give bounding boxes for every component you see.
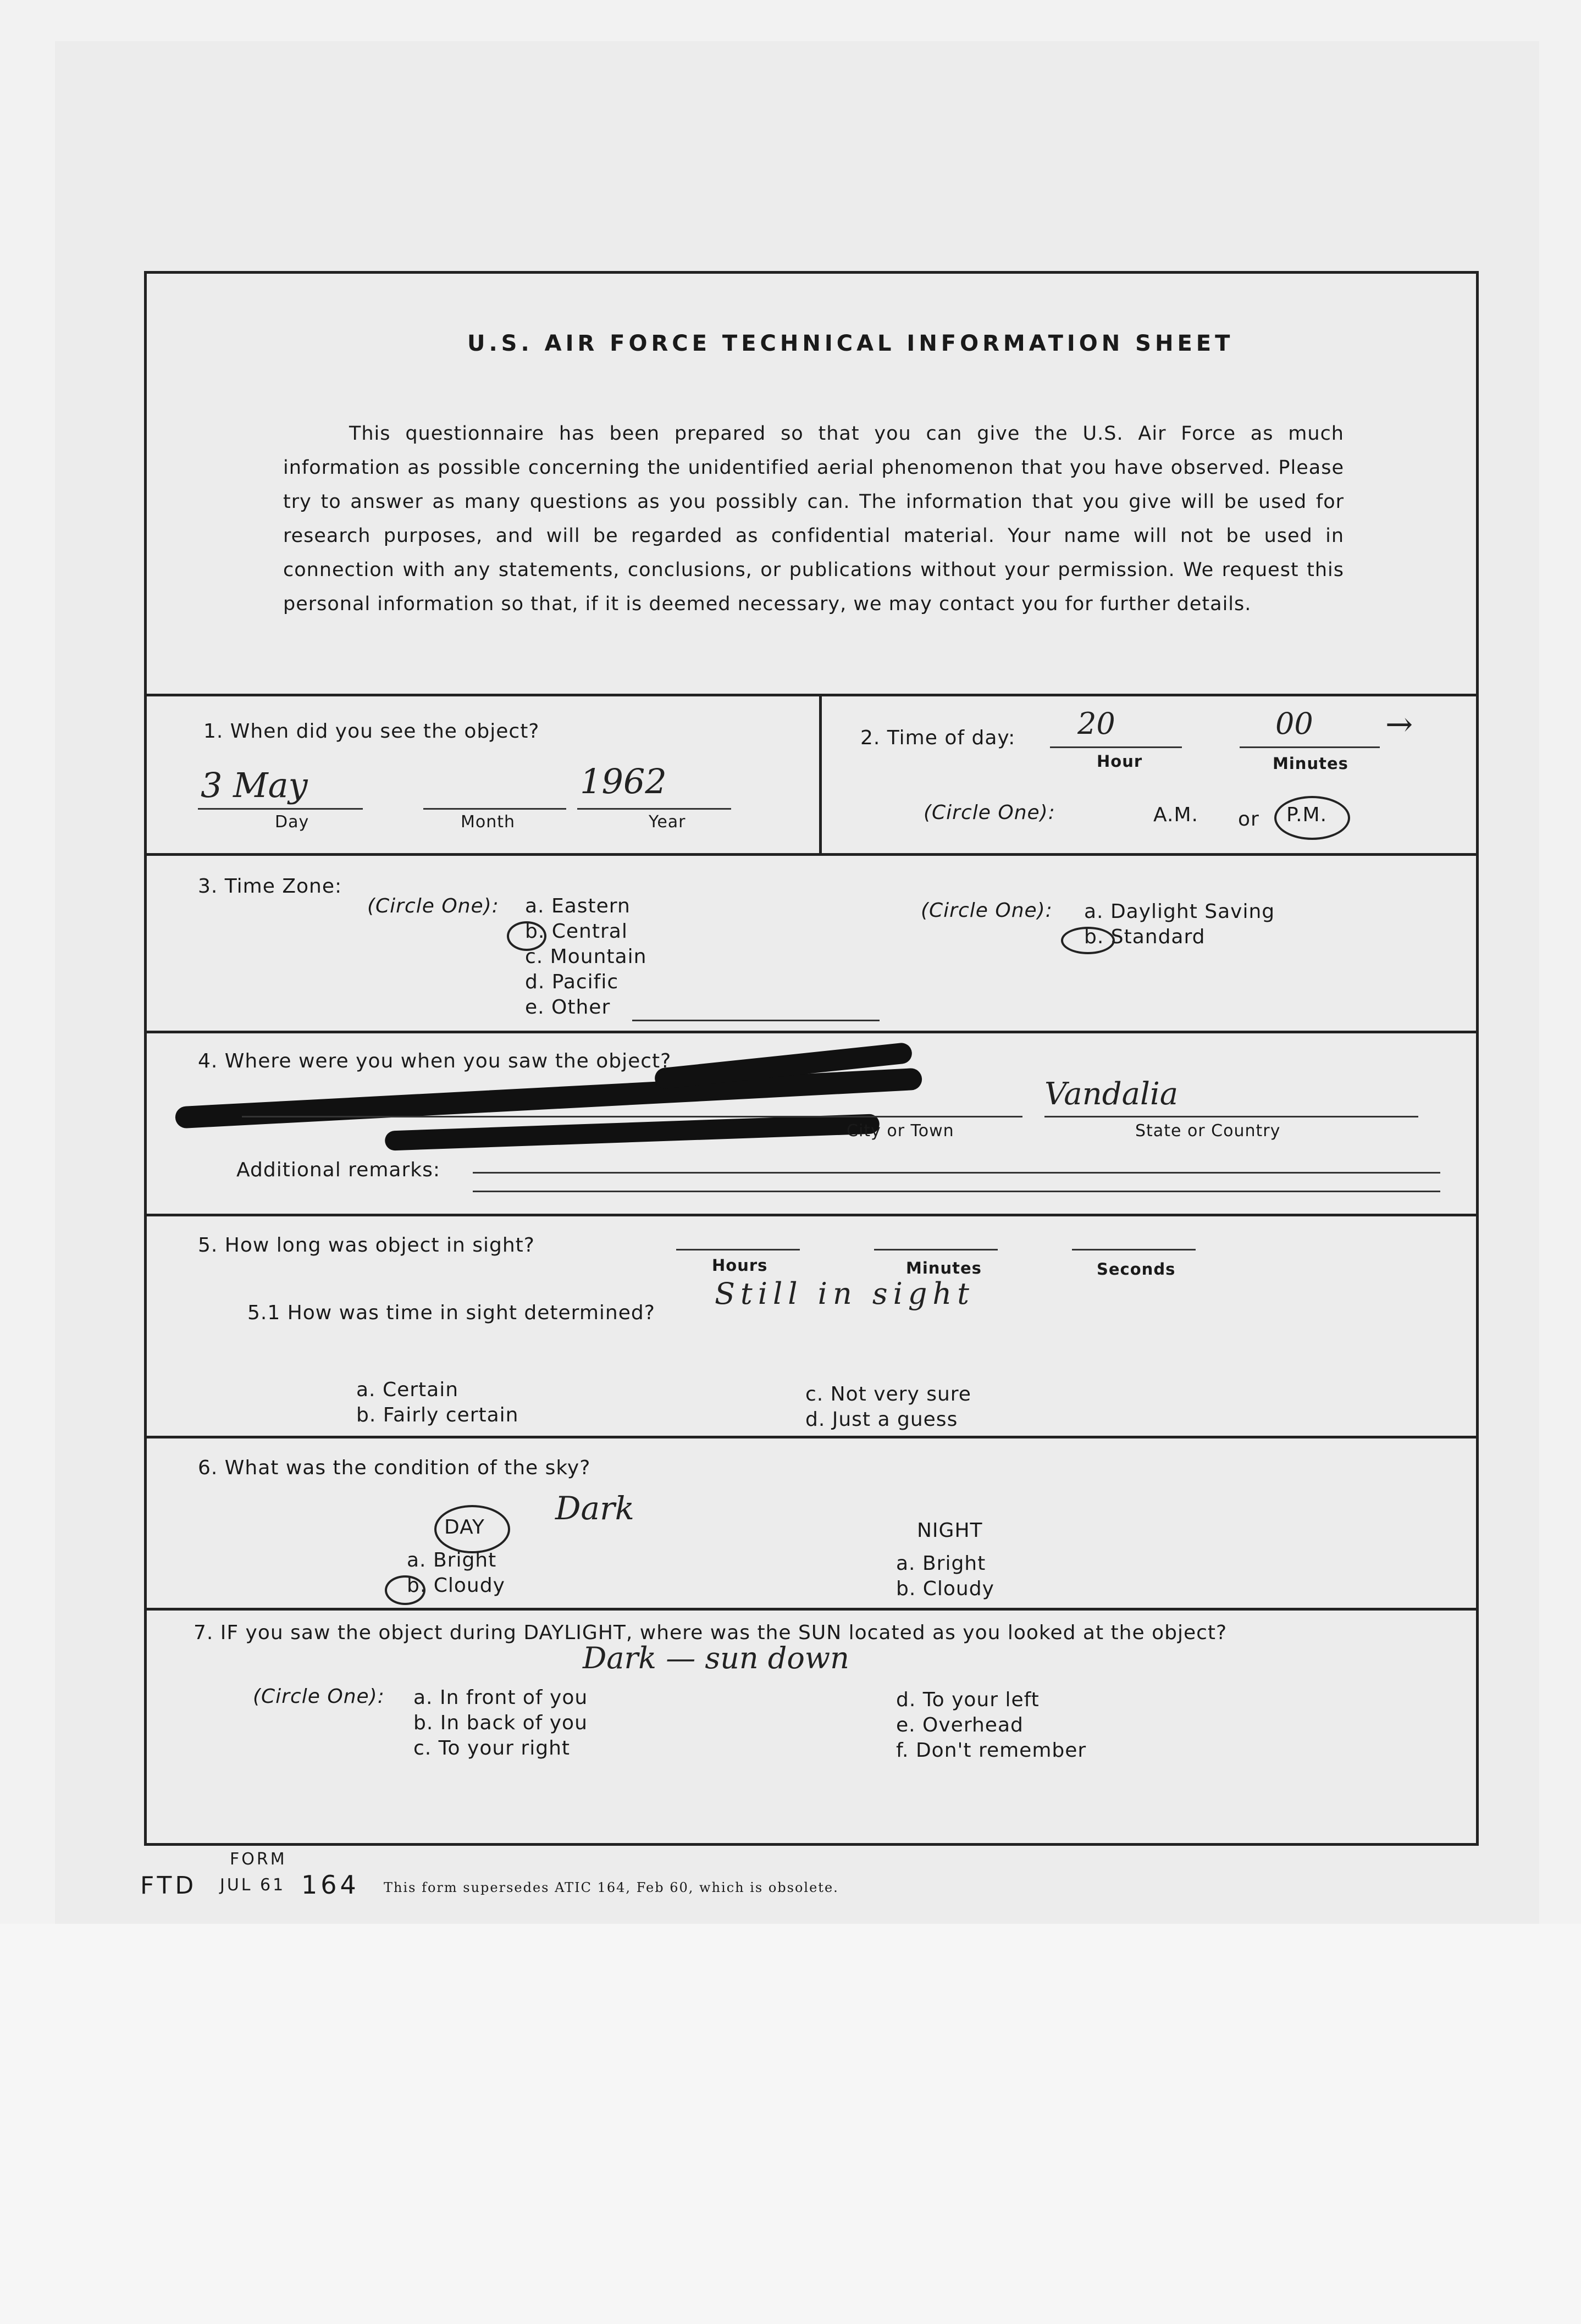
q4-question: 4. Where were you when you saw the object? (198, 1050, 672, 1072)
q3-option-b[interactable]: b. Central (525, 920, 628, 943)
q5-sub-value: Still in sight (715, 1276, 975, 1311)
q5-option-b[interactable]: b. Fairly certain (356, 1404, 519, 1426)
q6-day-circle-mark (434, 1505, 510, 1553)
q1-question: 1. When did you see the object? (203, 720, 540, 743)
q7-note: Dark — sun down (583, 1641, 849, 1675)
divider-q5 (144, 1436, 1479, 1438)
intro-paragraph: This questionnaire has been prepared so that you can give the U.S. Air Force as much information as possible concerning the unidentified aerial phenomenon that you have observed. Please try to answer as many questions as you possibly can. The information that you give will be used for research purposes, and will be regarded as confidential material. Your name will not be used in connection with any statements, conclusions, or publications without your permission. We request this personal information so that, if it is deemed necessary, we may contact you for further details. (283, 423, 1344, 615)
divider-q4 (144, 1214, 1479, 1216)
lower-margin (0, 1924, 1581, 2324)
q5-minutes-label: Minutes (906, 1259, 982, 1277)
footer-form-word: FORM (230, 1850, 287, 1869)
q4-city-label: City or Town (847, 1121, 954, 1141)
footer-ftd: FTD (140, 1872, 197, 1900)
q7-circle-one: (Circle One): (253, 1685, 385, 1708)
q5-question: 5. How long was object in sight? (198, 1234, 535, 1257)
q3-other-line (632, 1020, 880, 1021)
q2-circle-one: (Circle One): (924, 801, 1055, 824)
q2-question: 2. Time of day: (860, 727, 1016, 749)
q2-am-option[interactable]: A.M. (1153, 804, 1198, 826)
q3-option-c[interactable]: c. Mountain (525, 945, 647, 968)
footer-supersedes: This form supersedes ATIC 164, Feb 60, which is obsolete. (384, 1880, 839, 1895)
q3-standard-circle-mark (1061, 927, 1115, 954)
q6-night-heading: NIGHT (917, 1519, 983, 1542)
q6-day-note: Dark (555, 1490, 634, 1527)
q7-option-c[interactable]: c. To your right (413, 1737, 570, 1759)
q6-night-option-a[interactable]: a. Bright (896, 1552, 986, 1575)
q5-sub-question: 5.1 How was time in sight determined? (247, 1302, 655, 1324)
q7-question: 7. IF you saw the object during DAYLIGHT, where was the SUN located as you looked at the object? (194, 1622, 1228, 1644)
q2-or-text: or (1238, 808, 1259, 831)
q6-question: 6. What was the condition of the sky? (198, 1457, 591, 1479)
q2-pm-circle-mark (1274, 796, 1350, 840)
q4-address-line (242, 1116, 1022, 1117)
q4-additional-remarks: Additional remarks: (236, 1159, 440, 1181)
q4-state-value: Vandalia (1044, 1076, 1179, 1112)
q3-circle-one: (Circle One): (367, 895, 499, 917)
q1-month-line (423, 808, 566, 810)
q5-minutes-line (874, 1249, 998, 1250)
q2-pm-option[interactable]: P.M. (1286, 804, 1328, 826)
form-title: U.S. AIR FORCE TECHNICAL INFORMATION SHEET (467, 331, 1234, 356)
q7-option-a[interactable]: a. In front of you (413, 1686, 588, 1709)
q4-state-label: State or Country (1135, 1121, 1281, 1141)
q2-hour-value: 20 (1077, 706, 1115, 741)
q6-night-option-b[interactable]: b. Cloudy (896, 1578, 994, 1600)
q5-option-a[interactable]: a. Certain (356, 1379, 459, 1401)
footer-number: 164 (301, 1870, 360, 1900)
divider-q6 (144, 1608, 1479, 1611)
q6-day-option-a[interactable]: a. Bright (407, 1549, 497, 1572)
q7-option-e[interactable]: e. Overhead (896, 1714, 1024, 1736)
q4-state-line (1044, 1116, 1418, 1117)
q5-option-d[interactable]: d. Just a guess (805, 1408, 958, 1431)
q5-hours-line (676, 1249, 800, 1250)
q6-day-option-b[interactable]: b. Cloudy (407, 1574, 505, 1597)
q3-option-e[interactable]: e. Other (525, 996, 611, 1019)
q4-remarks-line-2 (473, 1191, 1440, 1192)
divider-header (144, 694, 1479, 696)
q1-year-line (577, 808, 731, 810)
q1-day-value: 3 May (201, 765, 308, 805)
q3-option2-a[interactable]: a. Daylight Saving (1084, 900, 1275, 923)
q2-minutes-label: Minutes (1273, 754, 1348, 773)
q7-option-d[interactable]: d. To your left (896, 1689, 1040, 1711)
q3-option2-b[interactable]: b. Standard (1084, 926, 1206, 948)
q1-year-label: Year (649, 812, 686, 832)
q1-day-line (198, 808, 363, 810)
q3-question: 3. Time Zone: (198, 875, 342, 898)
q7-option-f[interactable]: f. Don't remember (896, 1739, 1087, 1762)
q2-hour-label: Hour (1097, 752, 1143, 771)
q6-day-heading[interactable]: DAY (444, 1516, 485, 1539)
divider-q1-q2 (819, 694, 822, 853)
q1-year-value: 1962 (580, 761, 667, 801)
q2-arrow: → (1385, 705, 1413, 744)
q3-option-a[interactable]: a. Eastern (525, 895, 631, 917)
q6-cloudy-circle-mark (385, 1575, 425, 1605)
q3-option-d[interactable]: d. Pacific (525, 971, 619, 993)
q2-minutes-line (1240, 746, 1380, 748)
q5-option-c[interactable]: c. Not very sure (805, 1383, 971, 1406)
divider-q3 (144, 1031, 1479, 1033)
q2-minutes-value: 00 (1275, 706, 1313, 741)
q2-hour-line (1050, 746, 1182, 748)
q5-seconds-line (1072, 1249, 1196, 1250)
q5-seconds-label: Seconds (1097, 1260, 1176, 1279)
footer-date: JUL 61 (220, 1875, 286, 1895)
q3-circle-one-2: (Circle One): (921, 899, 1053, 922)
q5-hours-label: Hours (712, 1256, 768, 1275)
divider-q2 (144, 853, 1479, 856)
q4-remarks-line-1 (473, 1172, 1440, 1174)
q1-month-label: Month (461, 812, 516, 832)
q7-option-b[interactable]: b. In back of you (413, 1712, 588, 1734)
q1-day-label: Day (275, 812, 309, 832)
